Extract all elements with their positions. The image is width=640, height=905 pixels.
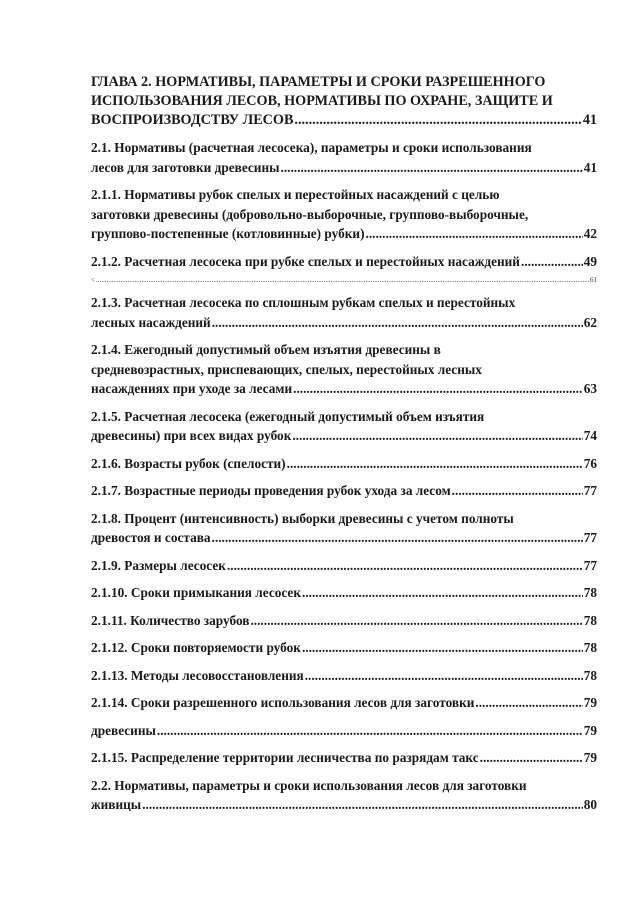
toc-page-number: 78 — [583, 640, 597, 655]
toc-page-number: 78 — [583, 667, 597, 683]
toc-page-number: 78 — [583, 612, 597, 628]
toc-last-line — [91, 252, 597, 272]
toc-last-line — [91, 111, 597, 130]
toc-text-line: группово-постепенные (котловинные) рубки) — [91, 226, 365, 241]
dot-leader — [475, 693, 582, 713]
toc-last-line — [91, 611, 597, 631]
toc-entries — [91, 138, 597, 815]
dot-leader — [302, 583, 583, 603]
toc-text-line: заготовки древесины (добровольно-выборочные, группово-выборочные, — [91, 206, 529, 222]
toc-text-line: древесины — [91, 722, 156, 738]
toc-text-line: 2.1.11. Количество зарубов — [91, 612, 250, 628]
toc-chapter-heading[interactable] — [91, 73, 597, 130]
toc-text-line: 2.1.12. Сроки повторяемости рубок — [91, 640, 301, 655]
toc-page-number: 77 — [583, 483, 597, 498]
toc-text-line: 2.1.2. Расчетная лесосека при рубке спелых и перестойных насаждений — [91, 253, 520, 269]
toc-last-line — [91, 158, 597, 178]
toc-text-line: 2.1.14. Сроки разрешенного использования лесов для заготовки — [91, 695, 475, 710]
dot-leader — [480, 748, 583, 768]
toc-text-line: древостоя и состава — [91, 530, 211, 545]
toc-last-line — [91, 748, 597, 768]
dot-leader — [142, 795, 583, 815]
toc-entry[interactable] — [91, 340, 597, 399]
toc-page-number: 78 — [583, 585, 597, 600]
dot-leader — [287, 454, 583, 474]
toc-text-line: лесных насаждений — [91, 314, 211, 330]
toc-page-number: 41 — [582, 112, 597, 128]
dot-leader — [212, 313, 583, 333]
toc-text-line: 2.1.8. Процент (интенсивность) выборки древесины с учетом полноты — [91, 510, 514, 526]
toc-page-number: 79 — [583, 750, 597, 765]
toc-text-line: 2.1.10. Сроки примыкания лесосек — [91, 585, 301, 600]
toc-text-line: 2.1.9. Размеры лесосек — [91, 557, 226, 573]
toc-entry[interactable] — [91, 185, 597, 244]
dot-leader — [281, 158, 583, 178]
toc-page-number: 42 — [583, 226, 597, 241]
dot-leader — [157, 721, 583, 741]
dot-leader — [305, 666, 583, 686]
toc-text-line: средневозрастных, приспевающих, спелых, перестойных лесных — [91, 361, 482, 377]
toc-text-line: 2.2. Нормативы, параметры и сроки использования лесов для заготовки — [91, 777, 527, 793]
toc-entry[interactable] — [91, 252, 597, 272]
dot-leader — [452, 481, 583, 501]
toc-text-line: 2.1.4. Ежегодный допустимый объем изъятия древесины в — [91, 342, 441, 357]
toc-last-line — [91, 556, 597, 576]
toc-last-line — [91, 379, 597, 399]
dot-leader — [293, 379, 583, 399]
toc-text-line: 2.1. Нормативы (расчетная лесосека), параметры и сроки использования — [91, 140, 532, 155]
toc-entry[interactable] — [91, 293, 597, 332]
toc-entry[interactable] — [91, 583, 597, 603]
toc-entry[interactable] — [91, 454, 597, 474]
toc-last-line — [91, 454, 597, 474]
toc-page-number: 61 — [590, 276, 597, 284]
toc-page-number: 79 — [583, 695, 597, 710]
toc-text-line: 2.1.1. Нормативы рубок спелых и перестойных насаждений с целью — [91, 187, 500, 202]
toc-last-line — [91, 528, 597, 548]
toc-text-line: древесины) при всех видах рубок — [91, 428, 292, 443]
toc-text-line: < — [91, 276, 95, 284]
dot-leader — [521, 252, 583, 272]
toc-text-line: 2.1.7. Возрастные периоды проведения рубок ухода за лесом — [91, 483, 451, 498]
toc-last-line — [91, 666, 597, 686]
toc-last-line — [91, 721, 597, 741]
toc-text-line: живицы — [91, 797, 142, 812]
toc-entry[interactable] — [91, 748, 597, 768]
dot-leader — [212, 528, 583, 548]
toc-text-line: 2.1.15. Распределение территории лесничества по разрядам такс — [91, 750, 479, 765]
toc-entry[interactable] — [91, 138, 597, 177]
toc-last-line — [91, 224, 597, 244]
toc-entry[interactable] — [91, 556, 597, 576]
dot-leader — [292, 426, 582, 446]
toc-entry[interactable] — [91, 407, 597, 446]
dot-leader — [366, 224, 583, 244]
toc-entry[interactable] — [91, 481, 597, 501]
toc-page-number: 41 — [583, 159, 597, 175]
toc-page-number: 80 — [583, 797, 597, 812]
toc-entry[interactable] — [91, 275, 597, 285]
toc-last-line — [91, 693, 597, 713]
toc-last-line — [91, 275, 597, 285]
toc-entry[interactable] — [91, 638, 597, 658]
toc-page-number: 76 — [583, 455, 597, 471]
toc-page-number: 49 — [583, 253, 597, 269]
toc-last-line — [91, 795, 597, 815]
toc-text-line: 2.1.3. Расчетная лесосека по сплошным рубкам спелых и перестойных — [91, 295, 516, 310]
dot-leader — [294, 111, 581, 130]
toc-page-number: 77 — [583, 557, 597, 573]
toc-entry[interactable] — [91, 721, 597, 741]
toc-last-line — [91, 481, 597, 501]
toc-page-number: 79 — [583, 722, 597, 738]
toc-page-number: 62 — [583, 314, 597, 330]
toc-text-line: ИСПОЛЬЗОВАНИЯ ЛЕСОВ, НОРМАТИВЫ ПО ОХРАНЕ, ЗАЩИТЕ И — [91, 93, 553, 109]
toc-entry[interactable] — [91, 776, 597, 815]
toc-page-number: 74 — [583, 428, 597, 443]
toc-page-number: 63 — [583, 381, 597, 396]
dot-leader — [302, 638, 583, 658]
dot-leader — [227, 556, 583, 576]
table-of-contents — [91, 73, 597, 815]
dot-leader — [250, 611, 582, 631]
toc-entry[interactable] — [91, 611, 597, 631]
toc-text-line: ВОСПРОИЗВОДСТВУ ЛЕСОВ — [91, 112, 294, 128]
toc-text-line: насаждениях при уходе за лесами — [91, 381, 293, 396]
toc-last-line — [91, 426, 597, 446]
toc-entry[interactable] — [91, 666, 597, 686]
toc-last-line — [91, 583, 597, 603]
toc-entry[interactable] — [91, 509, 597, 548]
dot-leader — [96, 275, 589, 285]
toc-text-line: 2.1.5. Расчетная лесосека (ежегодный допустимый объем изъятия — [91, 408, 485, 424]
toc-entry[interactable] — [91, 693, 597, 713]
toc-text-line: 2.1.6. Возрасты рубок (спелости) — [91, 455, 286, 471]
toc-last-line — [91, 638, 597, 658]
toc-text-line: 2.1.13. Методы лесовосстановления — [91, 667, 304, 683]
toc-page-number: 77 — [583, 530, 597, 545]
toc-text-line: ГЛАВА 2. НОРМАТИВЫ, ПАРАМЕТРЫ И СРОКИ РАЗРЕШЕННОГО — [91, 74, 546, 90]
toc-last-line — [91, 313, 597, 333]
toc-text-line: лесов для заготовки древесины — [91, 159, 280, 175]
